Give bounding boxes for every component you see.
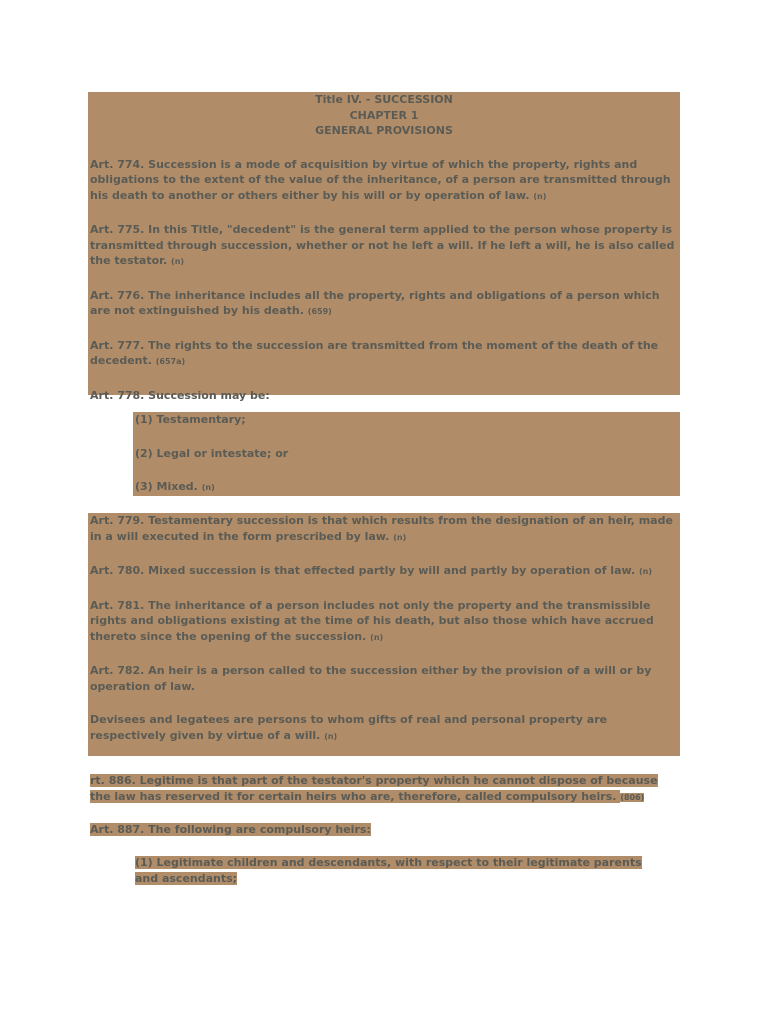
article-776	[90, 288, 678, 320]
article-886-ref: (806)	[620, 792, 645, 802]
article-779	[90, 513, 678, 545]
devisees-text: Devisees and legatees are persons to whom gifts of real and personal property are respectively given by virtue of a will.	[90, 713, 608, 742]
article-777	[90, 338, 678, 370]
compulsory-heir-item-text: (1) Legitimate children and descendants, with respect to their legitimate parents and ascendants;	[135, 856, 642, 885]
list-item	[135, 412, 678, 428]
article-778	[90, 388, 678, 404]
list-item-ref: (n)	[201, 483, 215, 492]
article-775-ref: (n)	[171, 257, 185, 266]
article-886-text: rt. 886. Legitime is that part of the testator's property which he cannot dispose of because the law has reserved it for certain heirs who are, therefore, called compulsory heirs.	[90, 774, 658, 803]
succession-types-list	[133, 412, 680, 496]
list-item-text: (2) Legal or intestate; or	[135, 446, 289, 460]
section-heading: GENERAL PROVISIONS	[315, 124, 453, 137]
article-782-text: Art. 782. An heir is a person called to the succession either by the provision of a will or by operation of law.	[90, 664, 652, 693]
article-781	[90, 598, 678, 646]
article-777-ref: (657a)	[155, 357, 186, 366]
compulsory-heir-item	[135, 855, 655, 886]
list-item	[135, 446, 678, 462]
chapter-heading: CHAPTER 1	[349, 108, 419, 122]
list-item	[135, 479, 678, 496]
article-887-text: Art. 887. The following are compulsory heirs:	[90, 823, 371, 836]
article-782	[90, 663, 678, 694]
article-774-ref: (n)	[533, 191, 547, 201]
devisees-paragraph	[90, 712, 678, 744]
article-886	[90, 773, 680, 805]
article-778-text: Art. 778. Succession may be:	[90, 388, 270, 402]
devisees-ref: (n)	[324, 731, 338, 741]
list-item-text: (1) Testamentary;	[135, 413, 246, 426]
title-heading: Title IV. - SUCCESSION	[315, 93, 453, 106]
article-776-ref: (659)	[307, 307, 332, 316]
article-777-text: Art. 777. The rights to the succession are transmitted from the moment of the death of the decedent.	[90, 338, 659, 367]
article-774	[90, 157, 678, 205]
article-887	[90, 822, 371, 838]
article-775-text: Art. 775. In this Title, "decedent" is the general term applied to the person whose property is transmitted through succession, whether or not he left a will. If he left a will, he is also called the testator.	[90, 223, 675, 267]
article-779-text: Art. 779. Testamentary succession is that which results from the designation of an heir, made in a will executed in the form prescribed by law.	[90, 514, 673, 543]
article-780-ref: (n)	[638, 567, 652, 576]
article-781-text: Art. 781. The inheritance of a person includes not only the property and the transmissible rights and obligations existing at the time of his death, but also those which have accrued thereto since the opening of the succession.	[90, 598, 654, 643]
article-774-text: Art. 774. Succession is a mode of acquisition by virtue of which the property, rights and obligations to the extent of the value of the inheritance, of a person are transmitted through his death to another or others either by his will or by operation of law.	[90, 157, 671, 202]
article-780-text: Art. 780. Mixed succession is that effected partly by will and partly by operation of law.	[90, 564, 636, 577]
heading-group	[90, 92, 678, 139]
succession-definitions-block	[88, 513, 680, 756]
article-775	[90, 222, 678, 270]
main-provisions-block	[88, 92, 680, 402]
article-779-ref: (n)	[393, 532, 407, 542]
list-item-text: (3) Mixed.	[135, 480, 198, 493]
article-776-text: Art. 776. The inheritance includes all the property, rights and obligations of a person which are not extinguished by his death.	[90, 288, 660, 317]
article-780	[90, 563, 678, 580]
article-781-ref: (n)	[370, 632, 384, 642]
